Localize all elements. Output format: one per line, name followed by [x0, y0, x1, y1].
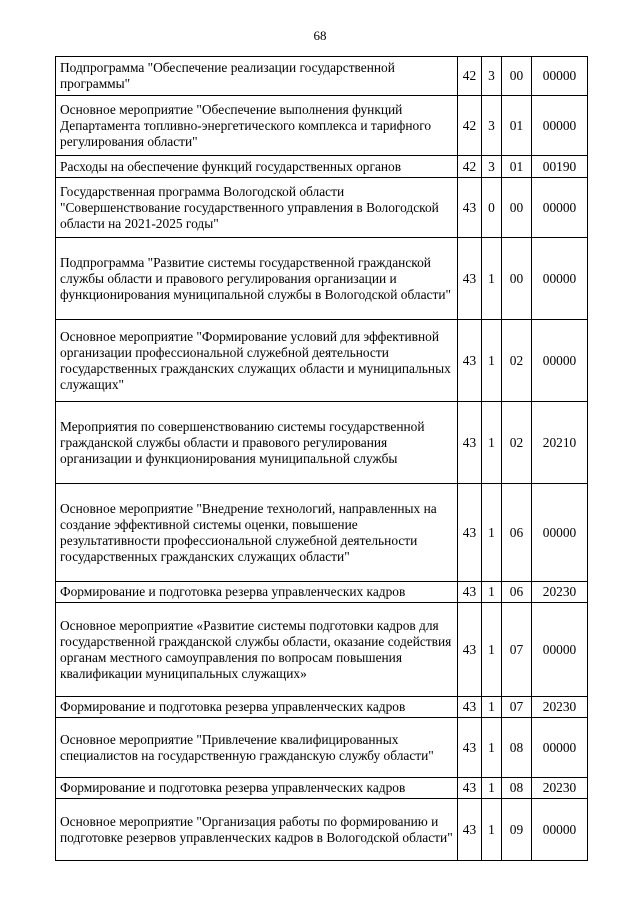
- row-name-cell: Подпрограмма "Развитие системы государственной гражданской службы области и правового регулирования организации и функционирования муниципальной службы в Вологодской области": [56, 238, 458, 320]
- row-name-cell: Подпрограмма "Обеспечение реализации государственной программы": [56, 57, 458, 96]
- subprogram-code-cell: 1: [482, 603, 502, 697]
- subprogram-code-cell: 1: [482, 402, 502, 484]
- subprogram-code-cell: 1: [482, 320, 502, 402]
- subprogram-code-cell: 3: [482, 156, 502, 178]
- table-row: [56, 238, 588, 320]
- table-row: [56, 718, 588, 778]
- program-code-cell: 43: [458, 799, 482, 861]
- expense-code-cell: 00000: [532, 603, 588, 697]
- expense-code-cell: 00000: [532, 718, 588, 778]
- subprogram-code-cell: 1: [482, 799, 502, 861]
- page-number: 68: [313, 28, 327, 43]
- event-code-cell: 00: [502, 238, 532, 320]
- subprogram-code-cell: 1: [482, 718, 502, 778]
- table-row: [56, 156, 588, 178]
- event-code-cell: 00: [502, 57, 532, 96]
- program-code-cell: 43: [458, 238, 482, 320]
- subprogram-code-cell: 1: [482, 778, 502, 799]
- expense-code-cell: 00000: [532, 484, 588, 582]
- expense-code-cell: 00000: [532, 799, 588, 861]
- expense-code-cell: 20210: [532, 402, 588, 484]
- table-row: [56, 778, 588, 799]
- row-name-cell: Формирование и подготовка резерва управленческих кадров: [56, 697, 458, 718]
- subprogram-code-cell: 0: [482, 178, 502, 238]
- table-row: [56, 799, 588, 861]
- event-code-cell: 07: [502, 697, 532, 718]
- event-code-cell: 06: [502, 484, 532, 582]
- program-code-cell: 43: [458, 718, 482, 778]
- table-row: [56, 484, 588, 582]
- program-code-cell: 43: [458, 697, 482, 718]
- event-code-cell: 02: [502, 402, 532, 484]
- table-row: [56, 603, 588, 697]
- subprogram-code-cell: 1: [482, 484, 502, 582]
- row-name-cell: Основное мероприятие «Развитие системы подготовки кадров для государственной гражданской службы области, оказание содействия органам местного самоуправления по вопросам повышения квалификации муниципальных служащих»: [56, 603, 458, 697]
- row-name-cell: Основное мероприятие "Формирование условий для эффективной организации профессиональной служебной деятельности государственных гражданских служащих области и муниципальных служащих": [56, 320, 458, 402]
- row-name-cell: Мероприятия по совершенствованию системы государственной гражданской службы области и правового регулирования организации и функционирования муниципальной службы: [56, 402, 458, 484]
- subprogram-code-cell: 1: [482, 697, 502, 718]
- event-code-cell: 01: [502, 156, 532, 178]
- row-name-cell: Формирование и подготовка резерва управленческих кадров: [56, 582, 458, 603]
- table-row: [56, 697, 588, 718]
- event-code-cell: 01: [502, 96, 532, 156]
- row-name-cell: Основное мероприятие "Внедрение технологий, направленных на создание эффективной системы оценки, повышение результативности профессиональной служебной деятельности государственных гражданских служащих области": [56, 484, 458, 582]
- event-code-cell: 08: [502, 778, 532, 799]
- row-name-cell: Формирование и подготовка резерва управленческих кадров: [56, 778, 458, 799]
- subprogram-code-cell: 1: [482, 582, 502, 603]
- expense-code-cell: 20230: [532, 582, 588, 603]
- program-code-cell: 43: [458, 484, 482, 582]
- program-code-cell: 43: [458, 603, 482, 697]
- table-row: [56, 582, 588, 603]
- table-row: [56, 178, 588, 238]
- event-code-cell: 07: [502, 603, 532, 697]
- event-code-cell: 09: [502, 799, 532, 861]
- program-code-cell: 42: [458, 156, 482, 178]
- program-code-cell: 43: [458, 178, 482, 238]
- event-code-cell: 08: [502, 718, 532, 778]
- row-name-cell: Государственная программа Вологодской области "Совершенствование государственного управления в Вологодской области на 2021-2025 годы": [56, 178, 458, 238]
- expense-code-cell: 00000: [532, 96, 588, 156]
- program-code-cell: 43: [458, 582, 482, 603]
- expense-code-cell: 20230: [532, 778, 588, 799]
- row-name-cell: Основное мероприятие "Привлечение квалифицированных специалистов на государственную гражданскую службу области": [56, 718, 458, 778]
- program-code-cell: 43: [458, 778, 482, 799]
- subprogram-code-cell: 1: [482, 238, 502, 320]
- expense-code-cell: 00000: [532, 57, 588, 96]
- expense-code-cell: 00000: [532, 320, 588, 402]
- expense-code-cell: 20230: [532, 697, 588, 718]
- subprogram-code-cell: 3: [482, 57, 502, 96]
- expense-code-cell: 00190: [532, 156, 588, 178]
- table-body: [56, 57, 588, 861]
- row-name-cell: Основное мероприятие "Организация работы по формированию и подготовке резервов управленческих кадров в Вологодской области": [56, 799, 458, 861]
- row-name-cell: Расходы на обеспечение функций государственных органов: [56, 156, 458, 178]
- program-code-cell: 43: [458, 402, 482, 484]
- program-code-cell: 42: [458, 57, 482, 96]
- table-row: [56, 320, 588, 402]
- expense-code-cell: 00000: [532, 178, 588, 238]
- event-code-cell: 06: [502, 582, 532, 603]
- table-row: [56, 57, 588, 96]
- event-code-cell: 02: [502, 320, 532, 402]
- program-code-cell: 42: [458, 96, 482, 156]
- table-row: [56, 96, 588, 156]
- table-row: [56, 402, 588, 484]
- budget-classification-table: [55, 56, 588, 861]
- program-code-cell: 43: [458, 320, 482, 402]
- subprogram-code-cell: 3: [482, 96, 502, 156]
- expense-code-cell: 00000: [532, 238, 588, 320]
- event-code-cell: 00: [502, 178, 532, 238]
- row-name-cell: Основное мероприятие "Обеспечение выполнения функций Департамента топливно-энергетического комплекса и тарифного регулирования области": [56, 96, 458, 156]
